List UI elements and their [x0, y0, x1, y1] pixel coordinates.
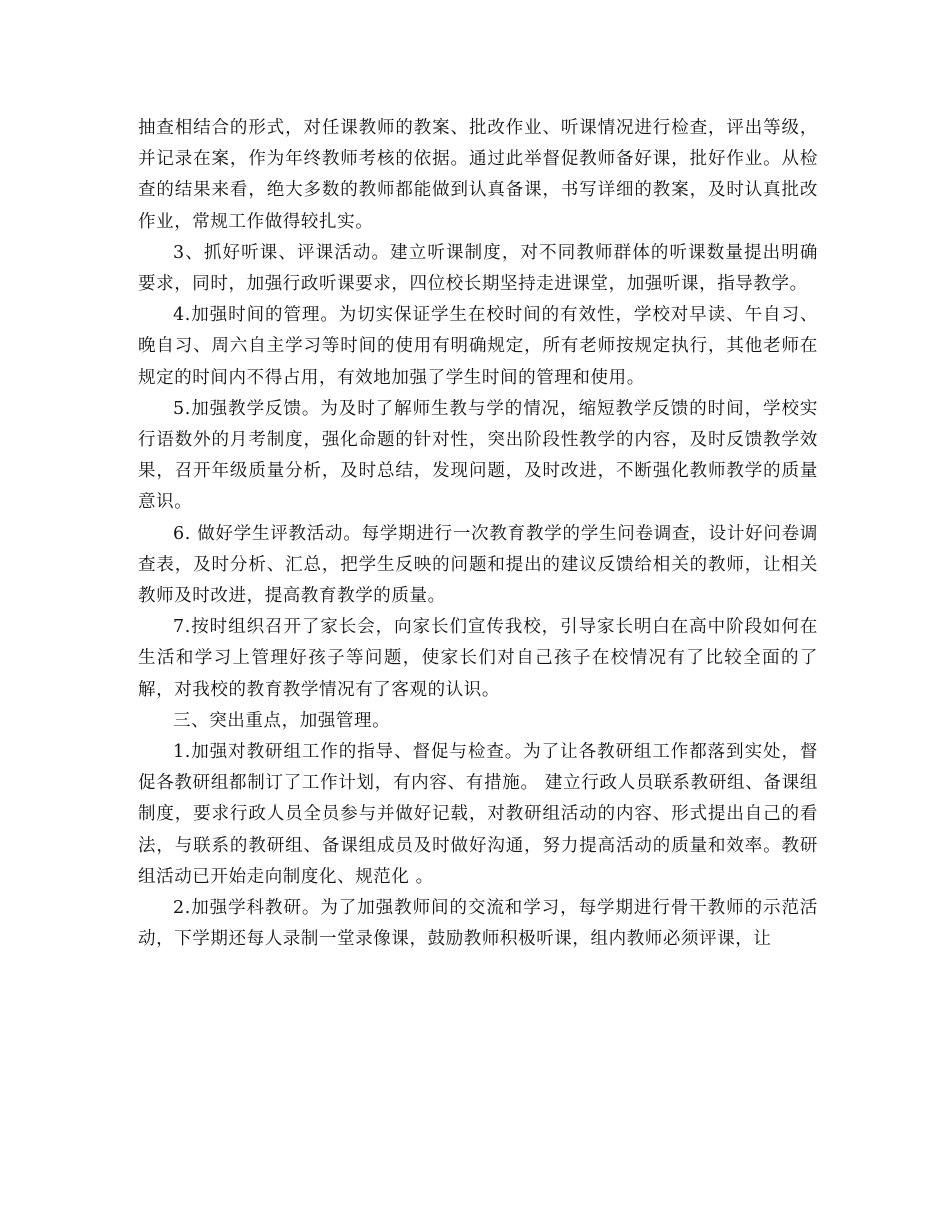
paragraph-parent-meeting: 7.按时组织召开了家长会，向家长们宣传我校，引导家长明白在高中阶段如何在生活和学习上管理好孩子等问题，使家长们对自己孩子在校情况有了比较全面的了解，对我校的教育教学情况有了客观的认识。: [138, 617, 818, 700]
paragraph-continued-inspection: 抽查相结合的形式，对任课教师的教案、批改作业、听课情况进行检查，评出等级，并记录在案，作为年终教师考核的依据。通过此举督促教师备好课，批好作业。从检查的结果来看，绝大多数的教师都能做到认真备课，书写详细的教案，及时认真批改作业，常规工作做得较扎实。: [138, 118, 818, 232]
paragraph-student-evaluation: 6. 做好学生评教活动。每学期进行一次教育教学的学生问卷调查，设计好问卷调查表，及时分析、汇总，把学生反映的问题和提出的建议反馈给相关的教师，让相关教师及时改进，提高教育教学的质量。: [138, 523, 818, 607]
paragraph-subject-research: 2.加强学科教研。为了加强教师间的交流和学习，每学期进行骨干教师的示范活动，下学期还每人录制一堂录像课，鼓励教师积极听课，组内教师必须评课，让: [138, 898, 818, 950]
section-heading-focus-management: 三、突出重点，加强管理。: [173, 710, 391, 731]
document-body: [138, 113, 818, 955]
paragraph-lesson-observation: 3、抓好听课、评课活动。建立听课制度，对不同教师群体的听课数量提出明确要求，同时，加强行政听课要求，四位校长期坚持走进课堂，加强听课，指导教学。: [138, 242, 818, 295]
paragraph-teaching-feedback: 5.加强教学反馈。为及时了解师生教与学的情况，缩短教学反馈的时间，学校实行语数外的月考制度，强化命题的针对性，突出阶段性教学的内容，及时反馈教学效果，召开年级质量分析，及时总结，发现问题，及时改进，不断强化教师教学的质量意识。: [138, 398, 818, 513]
paragraph-time-management: 4.加强时间的管理。为切实保证学生在校时间的有效性，学校对早读、午自习、晚自习、周六自主学习等时间的使用有明确规定，所有老师按规定执行，其他老师在规定的时间内不得占用，有效地加强了学生时间的管理和使用。: [138, 305, 818, 388]
paragraph-research-group-guidance: 1.加强对教研组工作的指导、督促与检查。为了让各教研组工作都落到实处，督促各教研组都制订了工作计划，有内容、有措施。 建立行政人员联系教研组、备课组制度，要求行政人员全员参与并做好记载，对教研组活动的内容、形式提出自己的看法，与联系的教研组、备课组成员及时做好沟通，努力提高活动的质量和效率。教研组活动已开始走向制度化、规范化 。: [138, 742, 818, 887]
